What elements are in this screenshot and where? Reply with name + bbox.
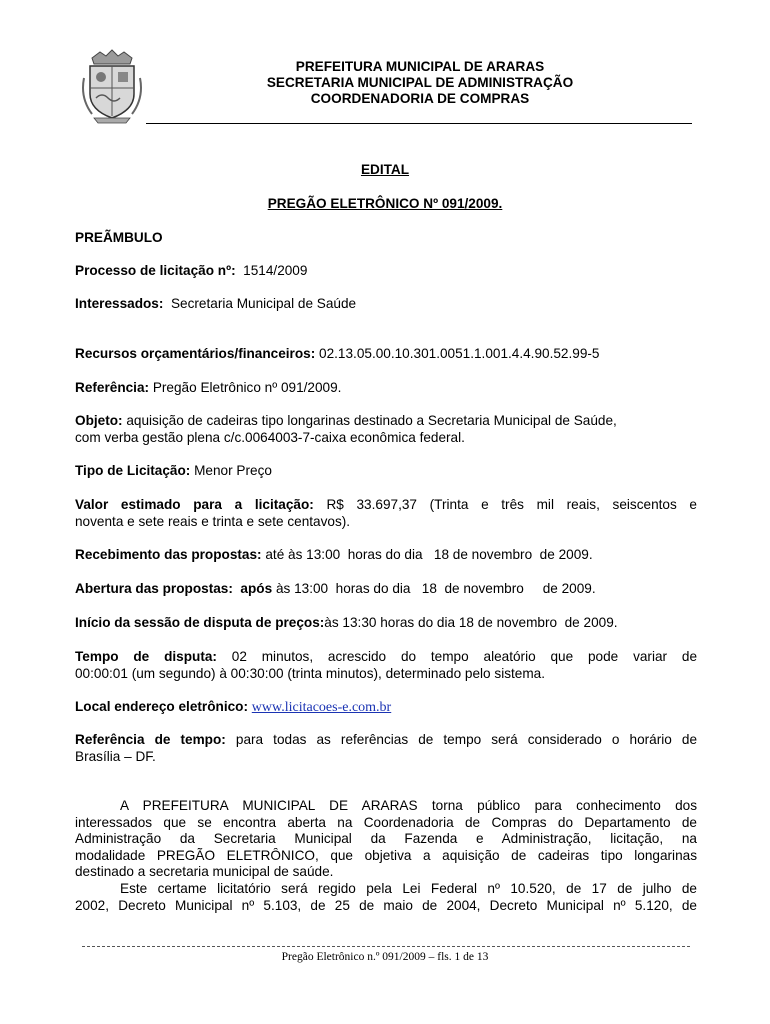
field-reftempo-value-2: Brasília – DF.	[75, 748, 156, 764]
field-recursos	[75, 346, 697, 363]
field-abertura-value: às 13:00 horas do dia 18 de novembro de 2009.	[275, 581, 596, 596]
body-p1-line2: interessados que se encontra aberta na Coordenadoria de Compras do Departamento de	[75, 814, 697, 830]
header-divider	[146, 123, 692, 124]
field-referencia-value: Pregão Eletrônico nº 091/2009.	[152, 380, 342, 395]
field-recebimento-value: até às 13:00 horas do dia 18 de novembro de 2009.	[265, 547, 593, 562]
field-tipo-value: Menor Preço	[194, 463, 272, 478]
field-local	[75, 699, 697, 717]
field-valor-label: Valor estimado para a licitação:	[75, 497, 314, 512]
field-objeto-label: Objeto:	[75, 413, 123, 428]
field-valor-value-2: noventa e sete reais e trinta e sete centavos).	[75, 513, 351, 529]
field-processo-value: 1514/2009	[243, 263, 308, 278]
field-recursos-value: 02.13.05.00.10.301.0051.1.001.4.4.90.52.99-5	[319, 346, 600, 361]
field-processo	[75, 263, 697, 280]
body-p2-line1: Este certame licitatório será regido pela Lei Federal nº 10.520, de 17 de julho de	[120, 881, 697, 896]
header-line-coordenadoria: COORDENADORIA DE COMPRAS	[310, 91, 530, 106]
header-line-secretaria: SECRETARIA MUNICIPAL DE ADMINISTRAÇÃO	[266, 75, 574, 90]
preambulo-heading: PREÃMBULO	[75, 230, 163, 245]
field-reftempo-label: Referência de tempo:	[75, 732, 226, 747]
field-objeto	[75, 413, 697, 446]
field-referencia-tempo	[75, 732, 697, 765]
field-valor	[75, 497, 697, 530]
field-interessados	[75, 296, 697, 313]
page-footer: Pregão Eletrônico n.º 091/2009 – fls. 1 de 13	[281, 951, 489, 963]
body-p2-line2: 2002, Decreto Municipal nº 5.103, de 25 de maio de 2004, Decreto Municipal nº 5.120, de	[75, 897, 697, 913]
field-tipo	[75, 463, 697, 480]
field-tempo-value-2: 00:00:01 (um segundo) à 00:30:00 (trinta minutos), determinado pelo sistema.	[75, 665, 546, 681]
body-paragraph-2	[75, 881, 697, 914]
field-interessados-label: Interessados:	[75, 296, 164, 311]
field-tempo-value-1: 02 minutos, acrescido do tempo aleatório que pode variar de	[231, 649, 697, 664]
edital-title: EDITAL	[360, 162, 410, 177]
field-tempo	[75, 649, 697, 682]
field-recebimento	[75, 547, 697, 564]
field-inicio	[75, 615, 697, 632]
field-tipo-label: Tipo de Licitação:	[75, 463, 191, 478]
pregao-subtitle: PREGÃO ELETRÔNICO Nº 091/2009.	[267, 196, 503, 211]
field-local-label: Local endereço eletrônico:	[75, 699, 248, 714]
body-paragraph-1	[75, 798, 697, 881]
header-line-prefeitura: PREFEITURA MUNICIPAL DE ARARAS	[295, 59, 545, 74]
body-p1-line5: destinado a secretaria municipal de saúde.	[75, 864, 334, 879]
body-p1-line1: A PREFEITURA MUNICIPAL DE ARARAS torna público para conhecimento dos	[120, 798, 697, 813]
field-tempo-label: Tempo de disputa:	[75, 649, 217, 664]
field-valor-value-1: R$ 33.697,37 (Trinta e três mil reais, seiscentos e	[326, 497, 697, 512]
field-inicio-label: Início da sessão de disputa de preços:	[75, 615, 325, 630]
field-processo-label: Processo de licitação nº:	[75, 263, 236, 278]
field-abertura-label: Abertura das propostas: após	[75, 581, 273, 596]
field-objeto-value-2: com verba gestão plena c/c.0064003-7-caixa econômica federal.	[75, 429, 465, 445]
body-p1-line3: Administração da Secretaria Municipal da Fazenda e Administração, licitação, na	[75, 831, 697, 846]
field-referencia-label: Referência:	[75, 380, 150, 395]
field-abertura	[75, 581, 697, 598]
licitacoes-link[interactable]: www.licitacoes-e.com.br	[251, 700, 392, 715]
document-header	[150, 59, 690, 107]
field-objeto-value-1: aquisição de cadeiras tipo longarinas destinado a Secretaria Municipal de Saúde,	[126, 413, 617, 428]
field-inicio-value: às 13:30 horas do dia 18 de novembro de 2009.	[324, 615, 618, 630]
field-recursos-label: Recursos orçamentários/financeiros:	[75, 346, 316, 361]
field-reftempo-value-1: para todas as referências de tempo será considerado o horário de	[235, 732, 697, 747]
field-recebimento-label: Recebimento das propostas:	[75, 547, 262, 562]
field-interessados-value: Secretaria Municipal de Saúde	[170, 296, 357, 311]
field-referencia	[75, 380, 697, 397]
body-p1-line4: modalidade PREGÃO ELETRÔNICO, que objetiva a aquisição de cadeiras tipo longarinas	[75, 847, 697, 863]
footer-divider	[82, 946, 690, 947]
municipal-crest-logo	[80, 48, 144, 124]
